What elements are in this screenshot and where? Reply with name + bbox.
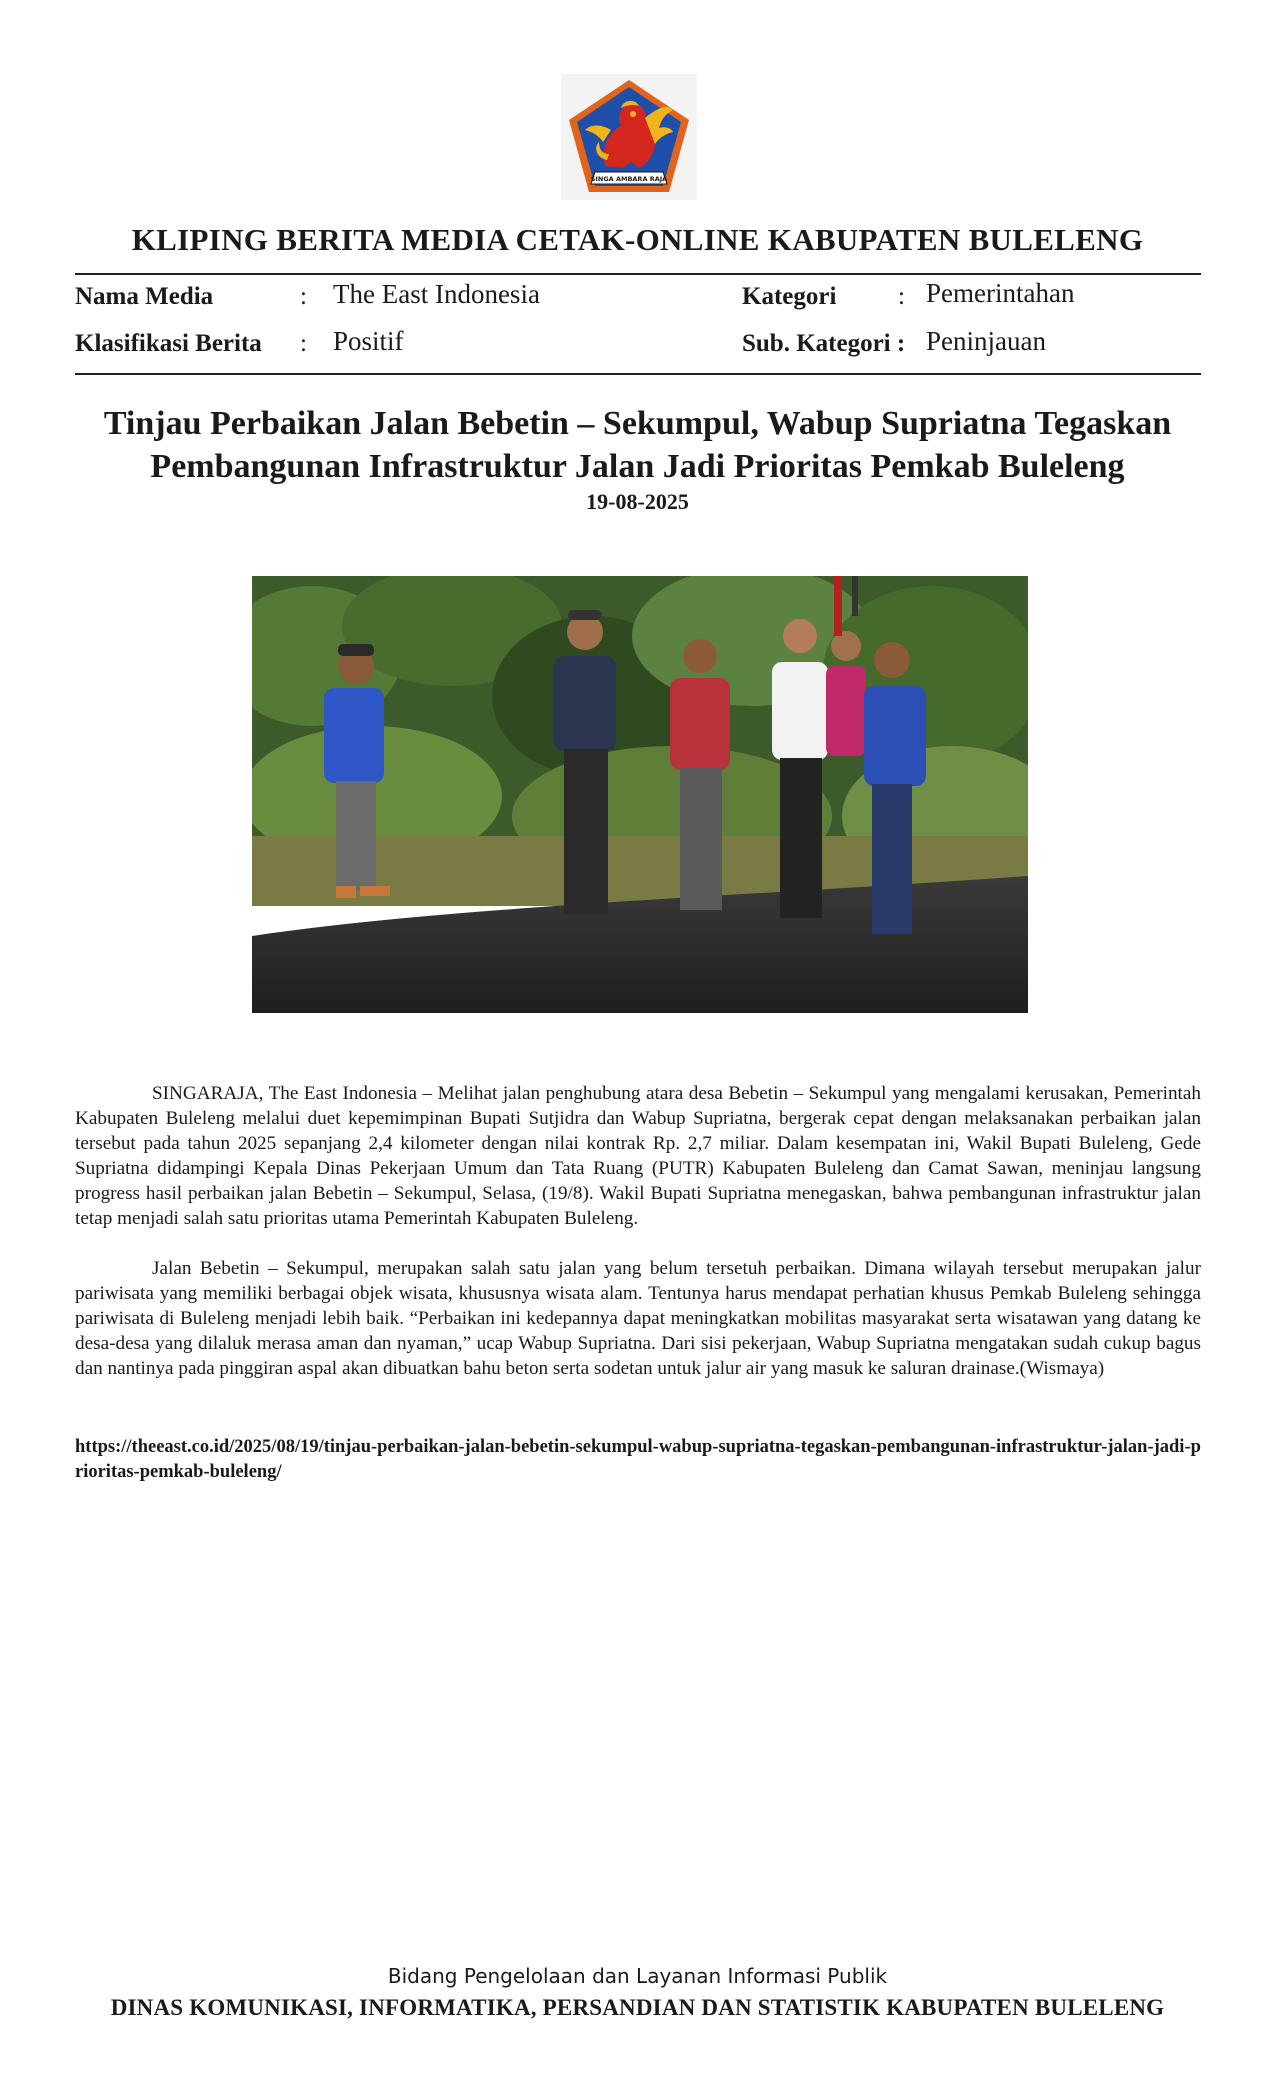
- article-date: 19-08-2025: [586, 489, 689, 514]
- article-title-line2: Pembangunan Infrastruktur Jalan Jadi Prioritas Pemkab Buleleng: [150, 448, 1125, 485]
- source-url: https://theeast.co.id/2025/08/19/tinjau-perbaikan-jalan-bebetin-sekumpul-wabup-supriatna-tegaskan-pembangunan-infrastruktur-jalan-jadi-prioritas-pemkab-buleleng/: [75, 1437, 1201, 1482]
- paragraph-1-text: SINGARAJA, The East Indonesia – Melihat jalan penghubung atara desa Bebetin – Sekumpul yang mengalami kerusakan, Pemerintah Kabupaten Buleleng melalui duet kepemimpinan Bupati Sutjidra dan Wabup Supriatna, bergerak cepat dengan melaksanakan perbaikan jalan tersebut pada tahun 2025 sepanjang 2,4 kilometer dengan nilai kontrak Rp. 2,7 miliar. Dalam kesempatan ini, Wakil Bupati Buleleng, Gede Supriatna didampingi Kepala Dinas Pekerjaan Umum dan Tata Ruang (PUTR) Kabupaten Buleleng dan Camat Sawan, meninjau langsung progress hasil perbaikan jalan Bebetin – Sekumpul, Selasa, (19/8). Wakil Bupati Supriatna menegaskan, bahwa pembangunan infrastruktur jalan tetap menjadi salah satu prioritas utama Pemerintah Kabupaten Buleleng.: [75, 1083, 1201, 1229]
- kategori-label: Kategori: [742, 283, 837, 310]
- article-title: [75, 402, 1200, 488]
- article-photo: [252, 576, 1028, 1013]
- article-title-line1: Tinjau Perbaikan Jalan Bebetin – Sekumpul, Wabup Supriatna Tegaskan: [103, 405, 1172, 442]
- subkategori-value: Peninjauan: [926, 326, 1046, 356]
- paragraph-2-text: Jalan Bebetin – Sekumpul, merupakan salah satu jalan yang belum tersetuh perbaikan. Dimana wilayah tersebut merupakan jalur pariwisata yang memiliki berbagai objek wisata, khususnya wisata alam. Tentunya harus mendapat perhatian khusus Pemkab Buleleng sehingga pariwisata di Buleleng menjadi lebih baik. “Perbaikan ini kedepannya dapat meningkatkan mobilitas masyarakat serta wisatawan yang datang ke desa-desa yang dilaluk merasa aman dan nyaman,” ucap Wabup Supriatna. Dari sisi pekerjaan, Wabup Supriatna mengatakan sudah cukup bagus dan nantinya pada pinggiran aspal akan dibuatkan bahu beton serta sodetan untuk jalur air yang masuk ke saluran drainase.(Wismaya): [75, 1258, 1201, 1379]
- kategori-colon: :: [898, 283, 905, 310]
- footer-agency: DINAS KOMUNIKASI, INFORMATIKA, PERSANDIAN DAN STATISTIK KABUPATEN BULELENG: [110, 1995, 1165, 2020]
- article-paragraph-1: [75, 1081, 1201, 1231]
- logo-motto: SINGA AMBARA RAJA: [590, 175, 668, 183]
- media-value: The East Indonesia: [333, 279, 540, 309]
- klasifikasi-value: Positif: [333, 326, 404, 356]
- header-bottom-divider: [75, 373, 1201, 375]
- kategori-value: Pemerintahan: [926, 278, 1075, 308]
- header-top-divider: [75, 273, 1201, 275]
- subkategori-label: Sub. Kategori :: [742, 330, 906, 357]
- footer-department: Bidang Pengelolaan dan Layanan Informasi Publik: [387, 1964, 888, 1988]
- klasifikasi-label: Klasifikasi Berita: [75, 330, 262, 357]
- article-paragraph-2: [75, 1256, 1201, 1381]
- klasifikasi-colon: :: [300, 330, 307, 357]
- media-label: Nama Media: [75, 283, 214, 310]
- buleleng-emblem-logo: [561, 74, 697, 200]
- page-title: KLIPING BERITA MEDIA CETAK-ONLINE KABUPATEN BULELENG: [131, 222, 1144, 257]
- media-colon: :: [300, 283, 307, 310]
